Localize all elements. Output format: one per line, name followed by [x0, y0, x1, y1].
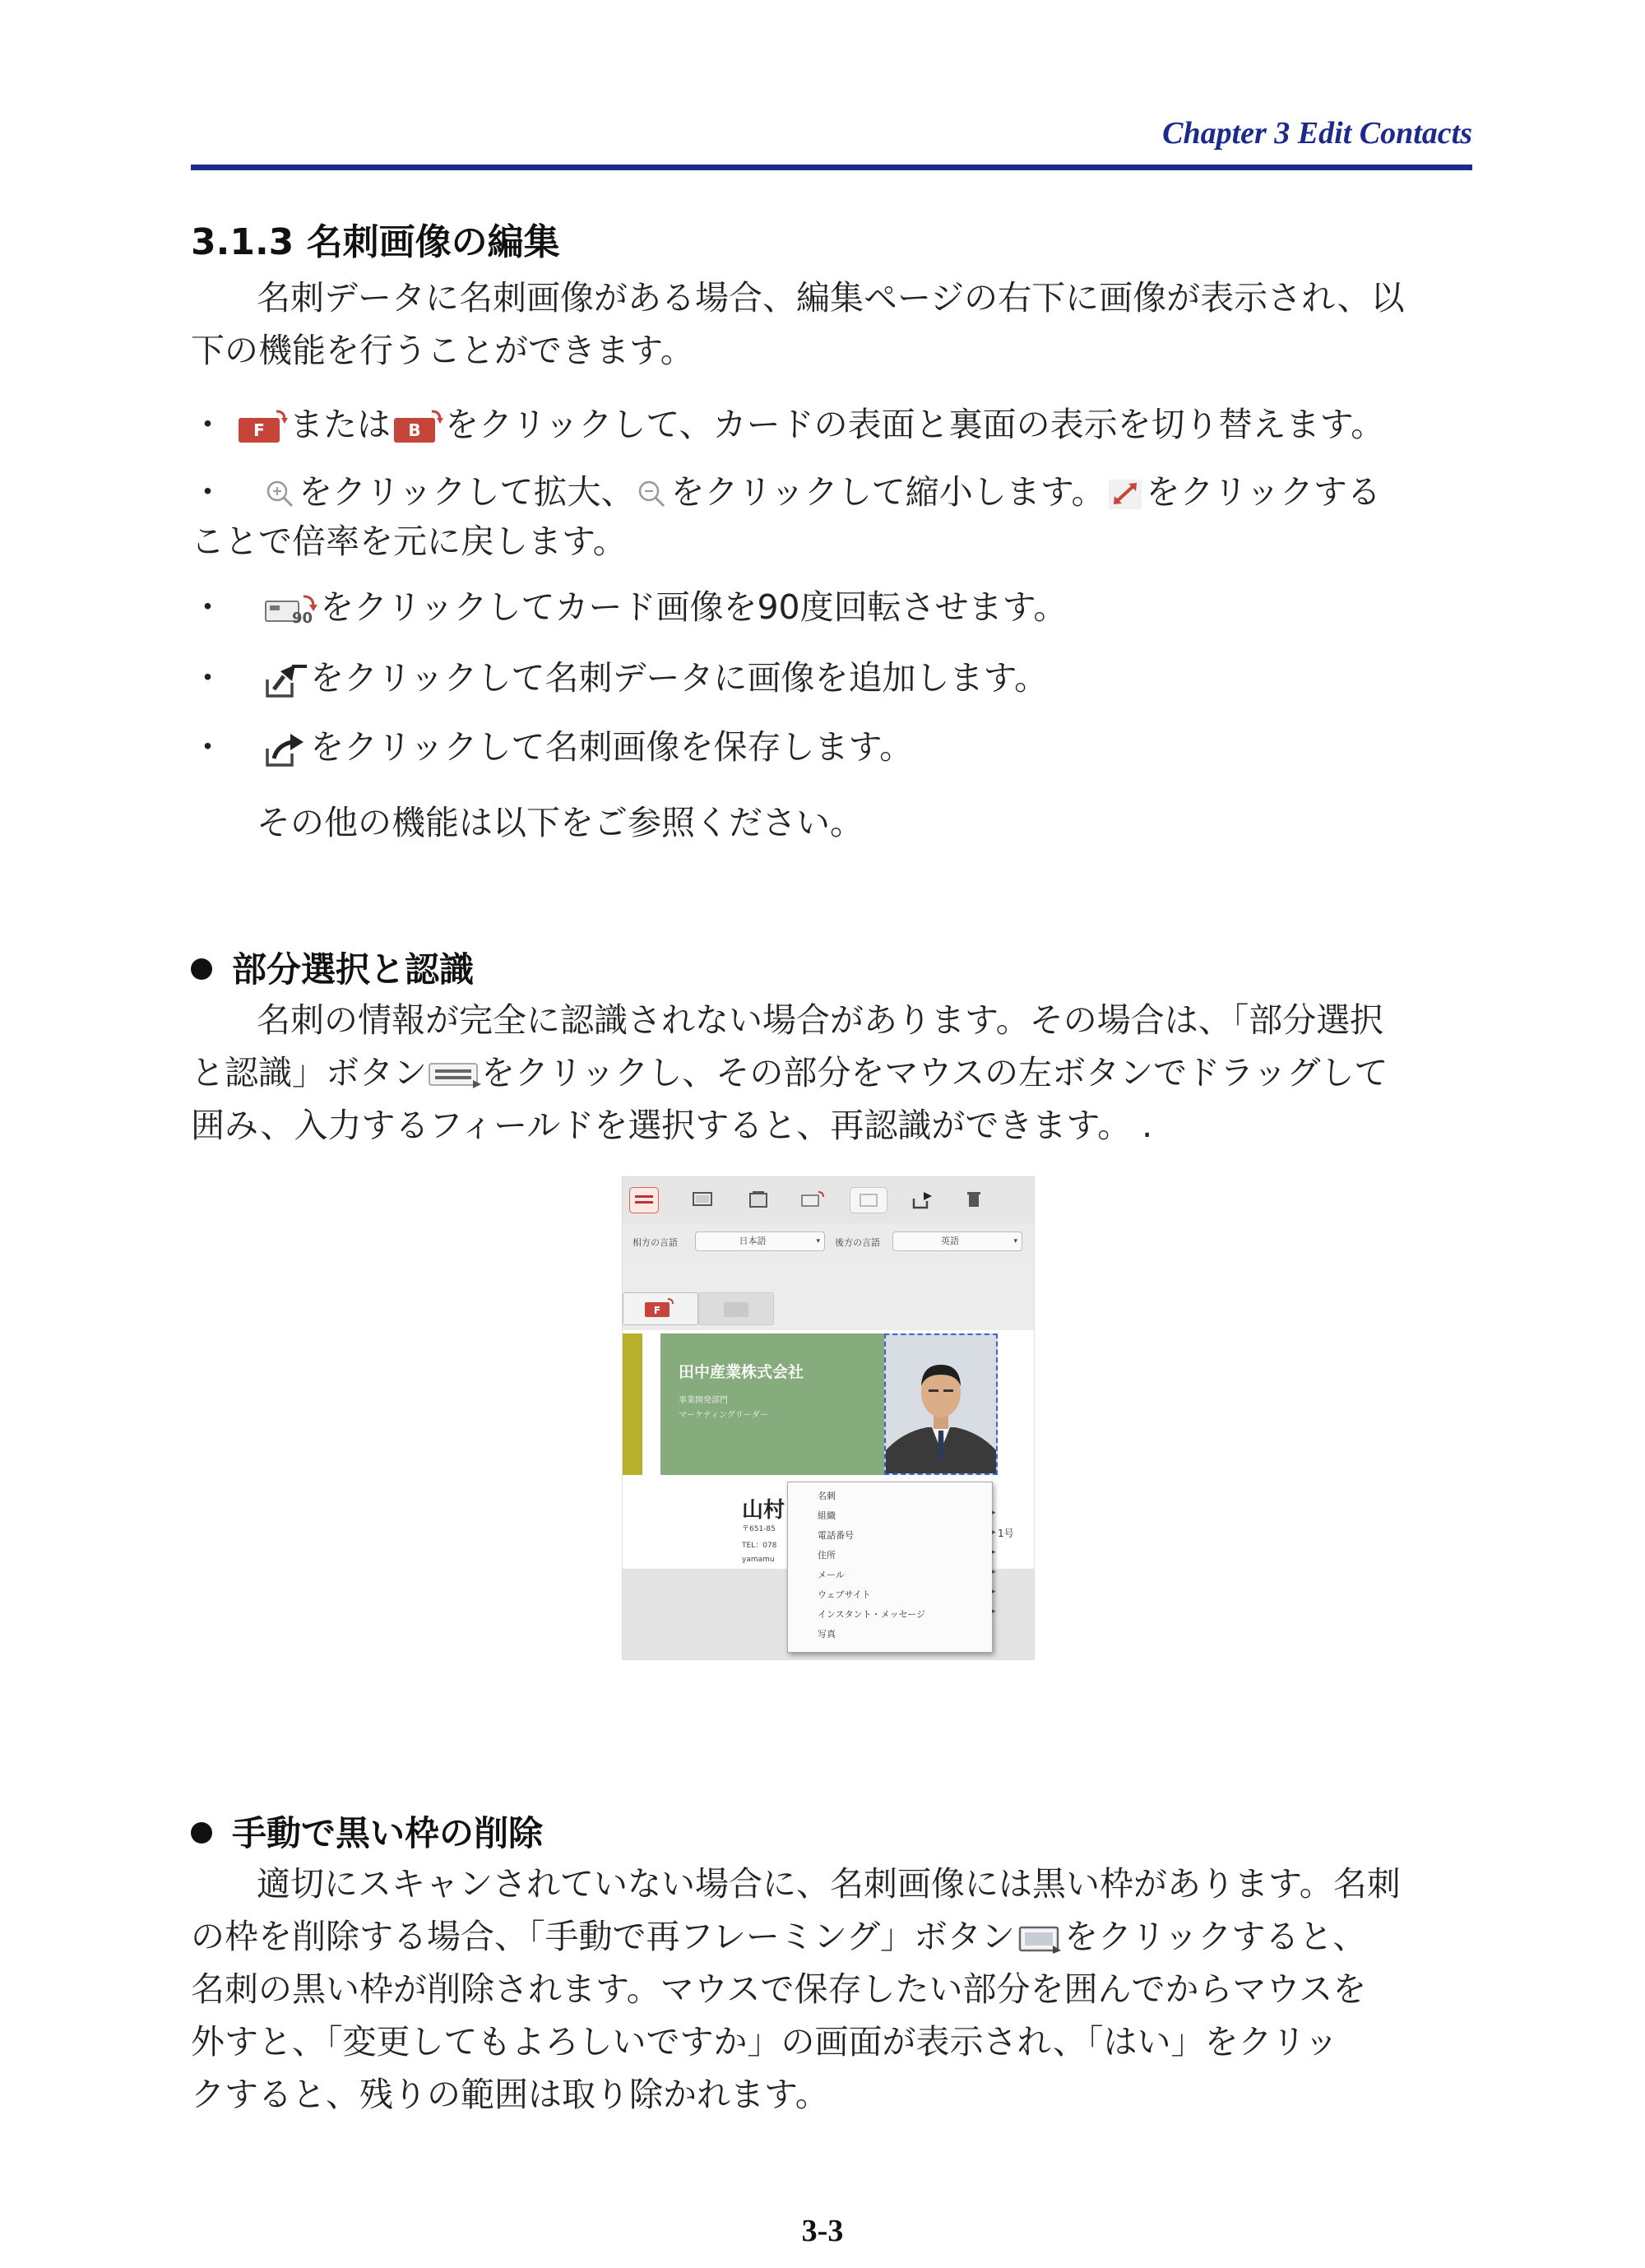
bullet-item-zoom: ・ をクリックして拡大、 をクリックして縮小します。 をクリックする: [191, 472, 1381, 512]
bullet-item-flip: ・ F または B をクリックして、カードの表面と裏面の表示を切り替えます。: [191, 405, 1385, 444]
card-yellow-band: [623, 1333, 642, 1475]
other-functions-text: その他の機能は以下をご参照ください。: [257, 803, 864, 842]
save-image-icon[interactable]: [262, 730, 310, 768]
card-department: 事業開発部門: [679, 1396, 728, 1405]
menu-item[interactable]: 写真: [818, 1629, 836, 1640]
add-image-icon[interactable]: [262, 661, 310, 699]
bullet-item-add-image: ・ をクリックして名刺データに画像を追加します。: [191, 658, 1049, 698]
zoom-out-icon[interactable]: [634, 476, 670, 513]
menu-item[interactable]: メール ▸: [818, 1568, 996, 1580]
menu-item[interactable]: 組織 ▸: [818, 1509, 996, 1521]
bullet-item-save-image: ・ をクリックして名刺画像を保存します。: [191, 727, 914, 767]
submenu-arrow-icon: ▸: [992, 1607, 996, 1616]
svg-text:B: B: [408, 420, 421, 440]
manual-reframe-icon[interactable]: [1015, 1922, 1064, 1955]
card-address-fragment: 1号: [998, 1528, 1014, 1539]
trash-icon[interactable]: [960, 1187, 988, 1212]
menu-item[interactable]: インスタント・メッセージ ▸: [818, 1607, 996, 1620]
svg-text:F: F: [653, 1305, 661, 1316]
front-side-icon[interactable]: [235, 408, 290, 446]
lang1-select[interactable]: 日本語 ▾: [695, 1231, 825, 1251]
chevron-down-icon: ▾: [1013, 1237, 1017, 1245]
chapter-header: Chapter 3 Edit Contacts: [1162, 116, 1472, 151]
menu-item[interactable]: 電話番号 ▸: [818, 1528, 996, 1541]
partial-selection-heading: 部分選択と認識: [191, 943, 474, 992]
save-tool-icon[interactable]: [909, 1187, 937, 1212]
partial-selection-paragraph: 名刺の情報が完全に認識されない場合があります。その場合は、「部分選択 と認識」ボタン をクリックし、その部分をマウスの左ボタンでドラッグして 囲み、入力するフィールドを選択すると、再認識ができます。 .: [191, 1000, 1388, 1145]
menu-item[interactable]: 住所 ▸: [818, 1548, 996, 1561]
app-screenshot: [622, 1176, 1035, 1660]
lang2-label: 後方の言語: [835, 1237, 880, 1248]
reframe-tool-icon[interactable]: [688, 1187, 716, 1212]
crop-tool-icon[interactable]: [744, 1187, 772, 1212]
submenu-arrow-icon: ▸: [992, 1588, 996, 1596]
manual-frame-heading: 手動で黒い枠の削除: [191, 1807, 543, 1856]
zoom-in-icon[interactable]: [262, 476, 299, 513]
disabled-tool-icon[interactable]: [850, 1187, 887, 1213]
intro-line-1: 名刺データに名刺画像がある場合、編集ページの右下に画像が表示され、以: [257, 278, 1405, 318]
rotate-90-icon[interactable]: [262, 591, 320, 628]
header-rule: [191, 165, 1472, 170]
rotate-tool-icon[interactable]: [799, 1187, 827, 1212]
card-tel: TEL：078: [742, 1542, 777, 1550]
intro-line-2: 下の機能を行うことができます。: [191, 331, 694, 370]
menu-item[interactable]: 名刺: [818, 1491, 836, 1501]
card-email: yamamu: [742, 1556, 775, 1564]
manual-frame-paragraph: 適切にスキャンされていない場合に、名刺画像には黒い枠があります。名刺 の枠を削除する場合、「手動で再フレーミング」ボタン をクリックすると、 名刺の黒い枠が削除されます。マウスで保存したい部分を囲んでからマウスを 外すと、「変更してもよろしいですか」の画面が表示され、「はい」をクリッ クすると、残りの範囲は取り除かれます。: [191, 1864, 1401, 2114]
front-tab[interactable]: [623, 1292, 698, 1325]
language-row: [623, 1223, 1034, 1259]
card-role: マーケティングリーダー: [679, 1411, 768, 1420]
field-context-menu: [787, 1482, 996, 1653]
reset-zoom-icon[interactable]: [1105, 476, 1147, 513]
card-name: 山村: [742, 1498, 785, 1523]
bullet-item-zoom-line2: ことで倍率を元に戻します。: [191, 522, 627, 561]
partial-select-tool-icon[interactable]: [629, 1187, 659, 1213]
back-side-icon[interactable]: [391, 408, 445, 446]
card-company: 田中産業株式会社: [679, 1363, 804, 1381]
partial-select-icon[interactable]: [427, 1059, 481, 1092]
submenu-arrow-icon: ▸: [992, 1509, 996, 1517]
svg-text:90: 90: [292, 610, 313, 627]
back-tab[interactable]: [698, 1292, 774, 1325]
submenu-arrow-icon: ▸: [992, 1568, 996, 1576]
bullet-dot: [191, 958, 212, 980]
screenshot-toolbar: [623, 1177, 1034, 1223]
section-title: 3.1.3 名刺画像の編集: [191, 221, 560, 263]
submenu-arrow-icon: ▸: [992, 1548, 996, 1556]
menu-item[interactable]: ウェブサイト ▸: [818, 1588, 996, 1600]
bullet-dot: [191, 1822, 212, 1844]
intro-paragraph: [191, 271, 1474, 377]
bullet-item-rotate: ・ 90 をクリックしてカード画像を90度回転させます。: [191, 587, 1068, 627]
chevron-down-icon: ▾: [816, 1237, 820, 1245]
person-photo[interactable]: [884, 1333, 998, 1475]
page-number: 3-3: [801, 2214, 844, 2248]
submenu-arrow-icon: ▸: [992, 1528, 996, 1537]
lang2-select[interactable]: 英語 ▾: [892, 1231, 1022, 1251]
lang1-label: 相方の言語: [633, 1237, 678, 1248]
svg-text:F: F: [253, 420, 265, 440]
card-postal: 〒651-85: [742, 1525, 776, 1533]
